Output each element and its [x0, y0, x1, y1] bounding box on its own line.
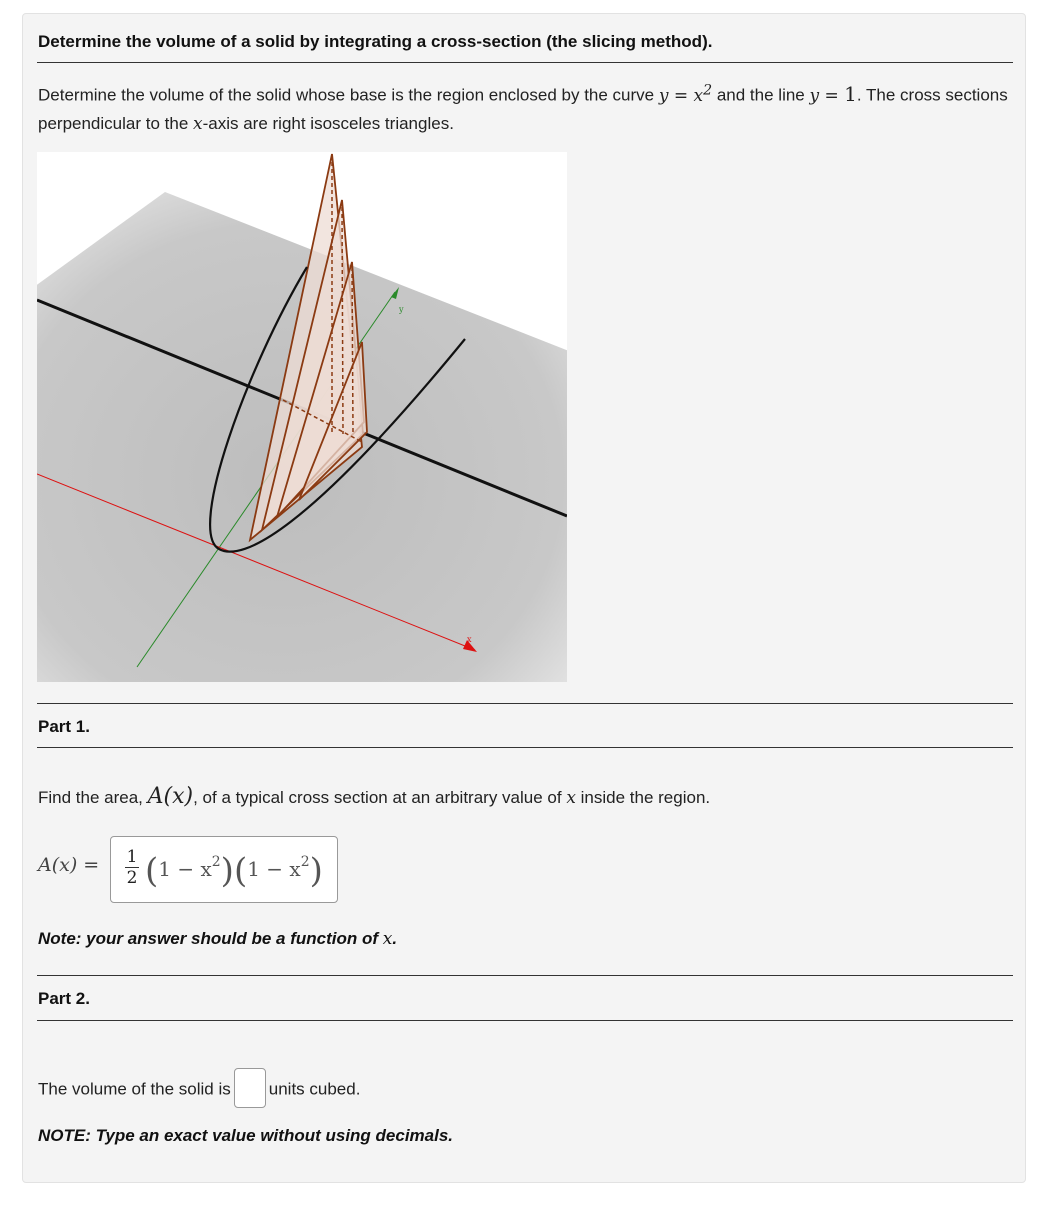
problem-text: and the line [712, 85, 810, 105]
figure-3d-plot [37, 152, 567, 682]
curve-equation: $y = x^2$ [658, 82, 713, 106]
divider [37, 62, 1013, 63]
part2-label: Part 2. [38, 989, 90, 1008]
fraction-one-half: 1 2 [126, 847, 138, 888]
question-card [22, 13, 1026, 1183]
variable-x: x [566, 788, 576, 808]
part1-note: Note: your answer should be a function of x. [38, 929, 398, 949]
part1-prompt: Find the area, A(x), of a typical cross section at an arbitrary value of x inside the region. [38, 784, 711, 809]
part1-label: Part 1. [38, 717, 90, 736]
answer-expression: $(1 - x^2)(1 - x^2)$ [145, 851, 323, 891]
problem-text: . The cross sections perpendicular to the [38, 85, 1008, 133]
area-function: A(x) [147, 784, 194, 809]
divider [37, 747, 1013, 748]
divider [37, 975, 1013, 976]
answer-label: A(x) = [38, 854, 100, 876]
divider [37, 703, 1013, 704]
x-axis-label: x [467, 635, 472, 644]
divider [37, 1020, 1013, 1021]
y-axis-label: y [399, 305, 404, 314]
problem-text: -axis are right isosceles triangles. [202, 113, 454, 133]
part2-note: NOTE: Type an exact value without using decimals. [38, 1126, 454, 1145]
solid-figure [37, 152, 567, 682]
line-equation: y = 1 [809, 81, 857, 106]
question-title: Determine the volume of a solid by integrating a cross-section (the slicing method). [38, 32, 713, 51]
volume-answer-input[interactable] [234, 1068, 266, 1108]
problem-statement [38, 76, 1013, 138]
area-answer-input[interactable] [110, 836, 338, 903]
axis-variable: x [193, 113, 203, 134]
problem-text: Determine the volume of the solid whose base is the region enclosed by the curve [38, 85, 659, 105]
volume-prompt: The volume of the solid is units cubed. [38, 1070, 360, 1110]
